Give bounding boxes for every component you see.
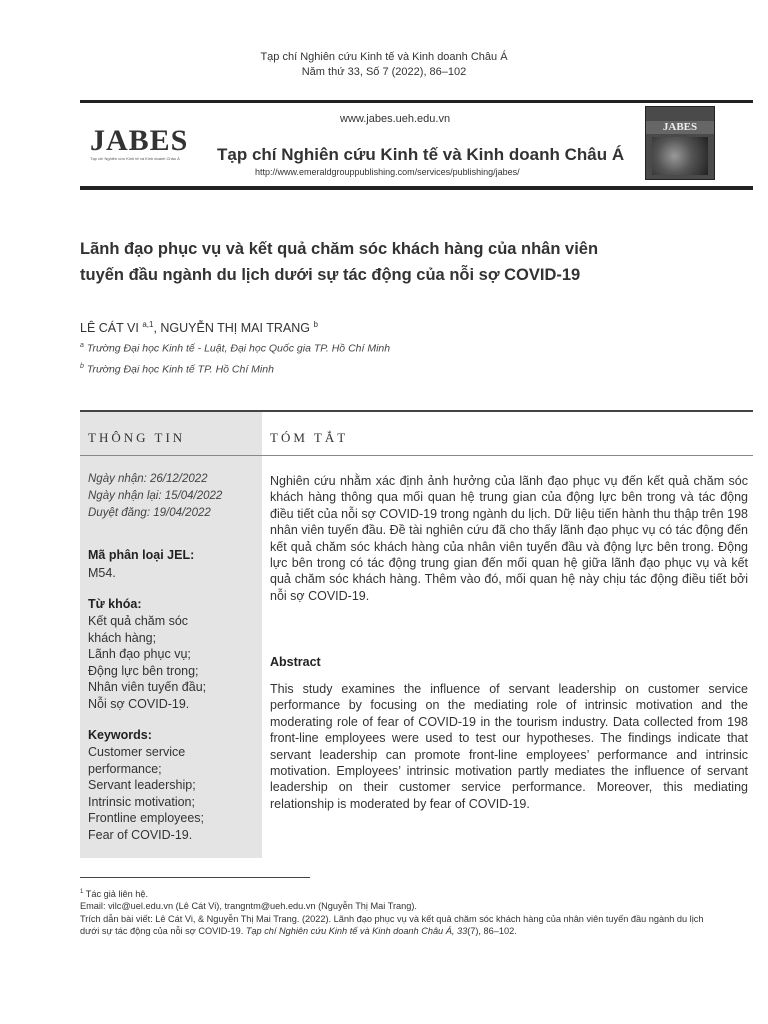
journal-cover-image: [645, 106, 715, 180]
journal-header-line2: Năm thứ 33, Số 7 (2022), 86–102: [301, 66, 467, 78]
citation-main: Trích dẫn bài viết: Lê Cát Vi, & Nguyễn Thị Mai Trang. (2022). Lãnh đạo phục vụ và kết quả chăm sóc khách hàng của nhân viên tuyến đầu ngành du lịch dưới sự tác động của nỗi sợ COVID-19.: [80, 913, 704, 936]
article-title-line2: tuyến đầu ngành du lịch dưới sự tác động của nỗi sợ COVID-19: [80, 266, 581, 284]
article-title: [80, 236, 680, 288]
keywords-vn-list: [88, 613, 258, 712]
jel-code: M54.: [88, 566, 116, 580]
footnote-rule: [80, 877, 310, 878]
abstract-en-text: This study examines the influence of servant leadership on customer service performance by focusing on the mediating role of intrinsic motivation and the moderating role of fear of COVID-19 in the tourism industry. Data collected from 198 front-line employees were used to test our hypotheses. The findings indicate that servant leadership can promote front-line employees’ performance and intrinsic motivation. Employees’ intrinsic motivation partly mediates the influence of servant leadership on their customer service performance. Moreover, this mediating relationship is moderated by fear of COVID-19.: [270, 682, 748, 811]
keywords-en-label: Keywords:: [88, 728, 152, 742]
info-rule-mid: [80, 455, 753, 456]
author-line: [80, 320, 318, 335]
logo-word: JABES: [90, 124, 189, 157]
author-separator: ,: [153, 321, 161, 336]
keyword-vn: Nỗi sợ COVID-19.: [88, 696, 190, 711]
info-heading: THÔNG TIN: [88, 430, 186, 445]
jabes-logo: [90, 126, 205, 162]
date-accepted: Duyệt đăng: 19/04/2022: [88, 507, 211, 519]
footnote-email: Email: vilc@uel.edu.vn (Lê Cát Vi), trangntm@ueh.edu.vn (Nguyễn Thị Mai Trang).: [80, 901, 417, 912]
site-url-link[interactable]: www.jabes.ueh.edu.vn: [340, 113, 451, 125]
emerald-url-link[interactable]: http://www.emeraldgrouppublishing.com/services/publishing/jabes/: [255, 167, 520, 177]
citation-tail: (7), 86–102.: [467, 925, 517, 936]
author-2-affil-mark: b: [313, 320, 318, 329]
keyword-en: Frontline employees;: [88, 811, 205, 825]
keyword-vn: Động lực bên trong;: [88, 663, 199, 678]
masthead-rule-top: [80, 100, 753, 103]
keyword-en: performance;: [88, 761, 162, 776]
footnotes: [80, 886, 720, 937]
journal-header: [0, 50, 768, 80]
affiliation-a: [80, 342, 390, 355]
keyword-en: Customer service: [88, 745, 186, 759]
footnote-mark: 1: [80, 889, 84, 895]
affil-b-text: Trường Đại học Kinh tế TP. Hồ Chí Minh: [86, 363, 274, 376]
keyword-en: Servant leadership;: [88, 778, 196, 792]
author-2: NGUYỄN THỊ MAI TRANG: [160, 321, 310, 336]
keyword-vn: Lãnh đạo phục vụ;: [88, 647, 191, 661]
date-revised: Ngày nhận lại: 15/04/2022: [88, 490, 223, 502]
cover-title: JABES: [646, 121, 714, 134]
logo-tagline: Tạp chí Nghiên cứu Kinh tế và Kinh doanh Châu Á: [90, 156, 180, 161]
keyword-en: Intrinsic motivation;: [88, 794, 195, 809]
keyword-vn: khách hàng;: [88, 630, 157, 645]
footnote-citation: [80, 913, 720, 938]
masthead-rule-bottom: [80, 186, 753, 190]
author-1: LÊ CÁT VI: [80, 321, 139, 336]
article-title-line1: Lãnh đạo phục vụ và kết quả chăm sóc khách hàng của nhân viên: [80, 240, 599, 258]
citation-journal: Tạp chí Nghiên cứu Kinh tế và Kinh doanh Châu Á, 33: [245, 925, 468, 936]
date-received: Ngày nhận: 26/12/2022: [88, 473, 208, 485]
footnote-corresponding: [80, 886, 720, 900]
abstract-heading: TÓM TẮT: [270, 430, 349, 445]
journal-name: Tạp chí Nghiên cứu Kinh tế và Kinh doanh Châu Á: [217, 145, 625, 164]
author-1-affil-mark: a,1: [142, 320, 154, 329]
affil-a-mark: a: [80, 342, 84, 349]
keywords-vn-label: Từ khóa:: [88, 597, 142, 611]
affil-a-text: Trường Đại học Kinh tế - Luật, Đại học Quốc gia TP. Hồ Chí Minh: [86, 342, 391, 355]
keyword-en: Fear of COVID-19.: [88, 827, 193, 842]
keyword-vn: Nhân viên tuyến đầu;: [88, 680, 207, 694]
article-dates: [88, 471, 222, 522]
keyword-vn: Kết quả chăm sóc: [88, 614, 189, 628]
affil-b-mark: b: [80, 363, 84, 370]
footnote-corresponding-text: Tác giả liên hệ.: [83, 889, 149, 900]
keywords-en-list: [88, 744, 258, 843]
abstract-en-heading: Abstract: [270, 655, 321, 669]
jel-label: Mã phân loại JEL:: [88, 548, 195, 562]
cover-artwork: [652, 137, 708, 175]
journal-header-line1: Tạp chí Nghiên cứu Kinh tế và Kinh doanh Châu Á: [260, 51, 508, 63]
affiliation-b: [80, 363, 274, 376]
abstract-vn-text: Nghiên cứu nhằm xác định ảnh hưởng của lãnh đạo phục vụ đến kết quả chăm sóc khách hàng thông qua mối quan hệ trung gian của động lực bên trong và tác động điều tiết của nỗi sợ COVID-19 trong ngành du lịch. Dữ liệu tiến hành thu thập trên 198 nhân viên tuyến đầu. Đề tài nghiên cứu đã cho thấy lãnh đạo phục vụ có tác động đến kết quả chăm sóc khách hàng của nhân viên tuyến đầu và động lực bên trong. Động lực bên trong có tác động trung gian đến mối quan hệ giữa lãnh đạo phục vụ và kết quả chăm sóc khách hàng. Thêm vào đó, mối quan hệ này chịu tác động điều tiết bởi nỗi sợ COVID-19.: [270, 474, 748, 603]
